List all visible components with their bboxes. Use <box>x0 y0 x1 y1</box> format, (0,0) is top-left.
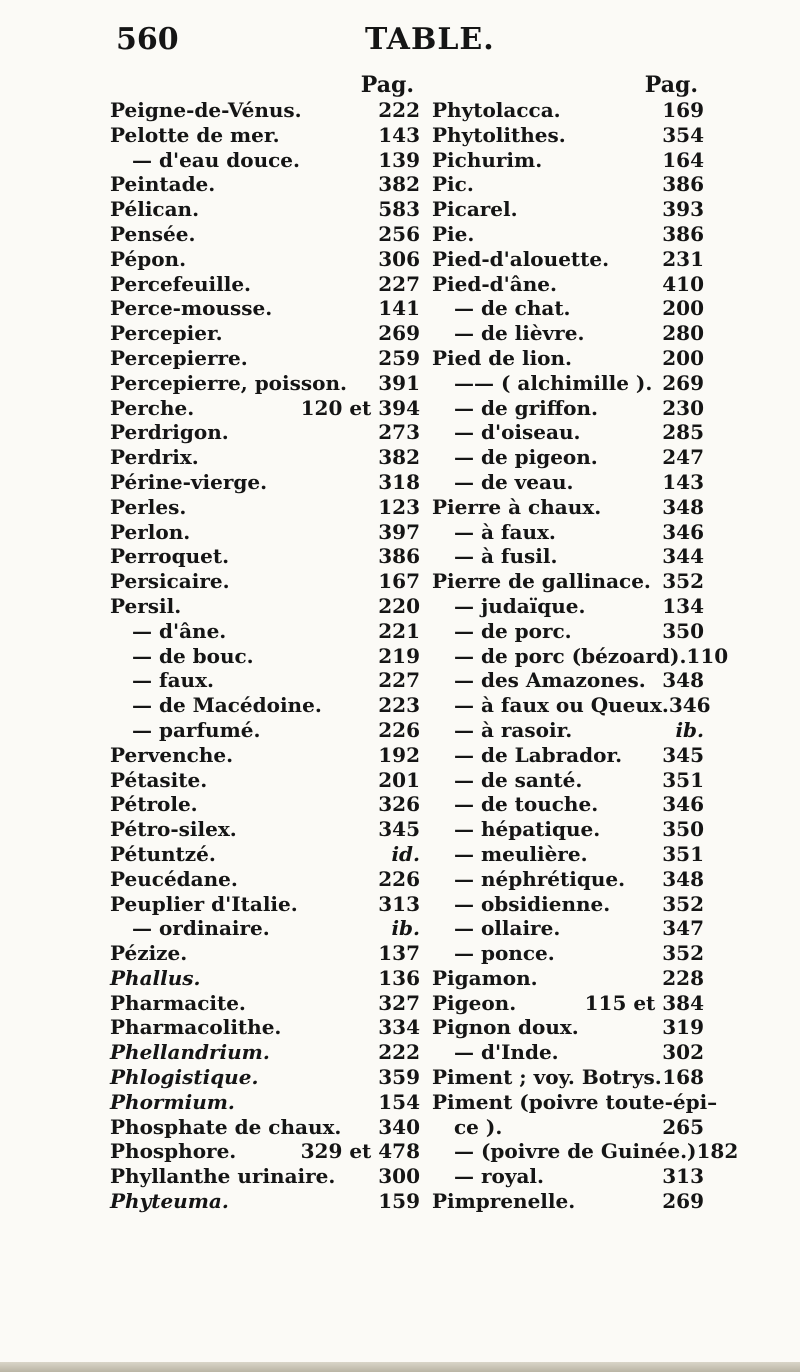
running-title: TABLE. <box>365 22 495 57</box>
entry-term: Percepierre, poisson. <box>110 370 347 395</box>
index-entry <box>432 321 704 346</box>
index-entry <box>432 643 729 669</box>
index-entry <box>110 966 420 991</box>
entry-page: 169 <box>662 98 704 122</box>
entry-page: 340 <box>378 1114 420 1139</box>
index-entry <box>432 1040 704 1065</box>
entry-term: Pétrole. <box>110 792 198 817</box>
entry-page: 319 <box>662 1015 704 1040</box>
entry-page: 347 <box>662 916 704 941</box>
entry-term: Pied-d'âne. <box>432 271 557 296</box>
page-number: 560 <box>116 22 179 57</box>
index-entry <box>110 1090 420 1115</box>
index-entry <box>432 272 704 297</box>
entry-page: 344 <box>662 544 704 569</box>
entry-page: 382 <box>378 172 420 197</box>
entry-page: 269 <box>662 1189 704 1214</box>
entry-page: 327 <box>378 990 420 1015</box>
entry-term: — de touche. <box>454 792 599 817</box>
index-entry <box>110 1164 420 1189</box>
index-entry <box>110 1040 420 1065</box>
index-entry <box>110 718 420 743</box>
index-entry <box>110 941 420 966</box>
entry-term: Pierre de gallinace. <box>432 569 651 594</box>
entry-term: Pharmacite. <box>110 990 246 1015</box>
index-entry <box>110 98 420 123</box>
entry-term: Pimprenelle. <box>432 1189 576 1214</box>
entry-term: — de chat. <box>454 296 571 321</box>
entry-term: — à rasoir. <box>454 717 573 742</box>
index-entry <box>110 569 420 594</box>
entry-page: 300 <box>378 1164 420 1189</box>
index-entry <box>110 396 420 421</box>
entry-term: Pied-d'alouette. <box>432 246 610 271</box>
entry-term: Phormium. <box>110 1089 235 1114</box>
entry-page: 318 <box>378 469 420 494</box>
entry-term: Phosphore. <box>110 1139 237 1164</box>
entry-term: — d'âne. <box>132 618 227 643</box>
entry-term: Perroquet. <box>110 544 230 569</box>
entry-term: Pélican. <box>110 197 200 222</box>
index-entry <box>432 172 704 197</box>
entry-page: 352 <box>662 891 704 916</box>
entry-term: Phosphate de chaux. <box>110 1114 342 1139</box>
entry-page: 222 <box>378 98 420 122</box>
index-entry <box>110 1065 420 1090</box>
index-entry <box>110 197 420 222</box>
entry-page: 192 <box>378 742 420 767</box>
entry-term: Pie. <box>432 221 475 246</box>
entry-page: 226 <box>378 866 420 891</box>
page-header <box>0 0 800 60</box>
index-entry <box>432 544 704 569</box>
entry-term: — de porc (bézoard). <box>454 643 687 668</box>
entry-page: 227 <box>378 271 420 296</box>
index-entry <box>110 296 420 321</box>
entry-term: — d'Inde. <box>454 1040 559 1065</box>
entry-term: Perche. <box>110 395 195 420</box>
index-entry <box>110 1015 420 1040</box>
entry-page: 354 <box>662 122 704 147</box>
entry-page: 386 <box>662 221 704 246</box>
index-entry <box>432 1164 704 1189</box>
entry-page: 141 <box>378 296 420 321</box>
entry-term: — de bouc. <box>132 643 254 668</box>
index-entry <box>432 520 704 545</box>
index-entry <box>432 1189 704 1214</box>
index-entry <box>110 991 420 1016</box>
index-entry <box>432 619 704 644</box>
pag-label: Pag. <box>360 72 414 98</box>
entry-term: Pigamon. <box>432 965 538 990</box>
entry-term: Pharmacolithe. <box>110 1015 282 1040</box>
index-entry <box>110 1115 420 1140</box>
index-entry <box>432 892 704 917</box>
index-entry <box>110 371 420 396</box>
index-entry <box>432 768 704 793</box>
index-entry <box>432 693 711 718</box>
entry-page: 351 <box>662 841 704 866</box>
entry-term: Peigne-de-Vénus. <box>110 98 302 122</box>
entry-term: — judaïque. <box>454 593 586 618</box>
entry-term: —— ( alchimille ). <box>454 370 653 395</box>
entry-page: 397 <box>378 519 420 544</box>
index-entry <box>110 520 420 545</box>
index-entry <box>432 371 704 396</box>
entry-term: Perdrix. <box>110 445 199 470</box>
entry-page: id. <box>391 841 420 866</box>
entry-page: 348 <box>662 866 704 891</box>
index-entry <box>110 668 420 693</box>
entry-page: 410 <box>662 271 704 296</box>
index-entry <box>432 1065 704 1090</box>
entry-page: ib. <box>391 916 420 941</box>
entry-term: — royal. <box>454 1164 544 1189</box>
entry-term: Pignon doux. <box>432 1015 579 1040</box>
index-entry <box>432 842 704 867</box>
entry-page: 345 <box>378 817 420 842</box>
entry-page: 350 <box>662 618 704 643</box>
entry-page: 350 <box>662 817 704 842</box>
entry-term: — de veau. <box>454 469 574 494</box>
entry-term: — de porc. <box>454 618 572 643</box>
index-entry <box>432 594 704 619</box>
entry-page: 120 et 394 <box>300 395 420 420</box>
entry-term: — ponce. <box>454 941 555 966</box>
entry-page: 351 <box>662 767 704 792</box>
index-entry <box>432 197 704 222</box>
entry-page: 227 <box>378 668 420 693</box>
entry-page: 269 <box>662 370 704 395</box>
index-entry <box>432 941 704 966</box>
entry-page: 285 <box>662 420 704 445</box>
entry-page: 168 <box>662 1065 704 1090</box>
index-entry <box>110 792 420 817</box>
entry-term: Pétuntzé. <box>110 841 216 866</box>
entry-page: 302 <box>662 1040 704 1065</box>
index-entry <box>432 867 704 892</box>
entry-term: — des Amazones. <box>454 668 646 693</box>
entry-term: — de griffon. <box>454 395 599 420</box>
entry-term: — parfumé. <box>132 717 261 742</box>
entry-term: Perce-mousse. <box>110 296 273 321</box>
entry-term: — ollaire. <box>454 916 561 941</box>
entry-term: Peintade. <box>110 172 216 197</box>
entry-page: 159 <box>378 1189 420 1214</box>
index-entry <box>432 817 704 842</box>
index-entry <box>432 420 704 445</box>
index-entry <box>110 148 420 173</box>
entry-page: 123 <box>378 494 420 519</box>
entry-term: — de lièvre. <box>454 321 585 346</box>
entry-term: — de pigeon. <box>454 445 598 470</box>
entry-term: ce ). <box>454 1114 503 1139</box>
entry-term: — d'eau douce. <box>132 147 300 172</box>
entry-page: 348 <box>662 668 704 693</box>
entry-page: 345 <box>662 742 704 767</box>
entry-page: 139 <box>378 147 420 172</box>
entry-term: Perdrigon. <box>110 420 229 445</box>
entry-term: — obsidienne. <box>454 891 611 916</box>
entry-term: Pied de lion. <box>432 345 573 370</box>
entry-page: 352 <box>662 569 704 594</box>
entry-term: Phytolacca. <box>432 98 561 122</box>
index-entry <box>110 693 420 718</box>
index-entry <box>432 470 704 495</box>
index-entry <box>110 842 420 867</box>
entry-page: 200 <box>662 296 704 321</box>
entry-page: 393 <box>662 197 704 222</box>
entry-page: 164 <box>662 147 704 172</box>
entry-page: 352 <box>662 941 704 966</box>
entry-page: 154 <box>378 1089 420 1114</box>
entry-page: ib. <box>675 717 704 742</box>
entry-term: Percepier. <box>110 321 223 346</box>
entry-term: — (poivre de Guinée.) <box>454 1139 697 1164</box>
entry-page: 346 <box>662 519 704 544</box>
index-entry <box>110 1189 420 1214</box>
entry-page: 382 <box>378 445 420 470</box>
entry-term: — de Macédoine. <box>132 693 322 718</box>
index-entry <box>110 892 420 917</box>
entry-page: 326 <box>378 792 420 817</box>
index-entry <box>432 1089 718 1115</box>
index-entry <box>432 991 704 1016</box>
entry-page: 329 et 478 <box>300 1139 420 1164</box>
entry-term: Pichurim. <box>432 147 543 172</box>
entry-term: Piment (poivre toute-épi– <box>432 1089 718 1114</box>
index-entry <box>432 495 704 520</box>
index-entry <box>432 247 704 272</box>
entry-term: Phellandrium. <box>110 1040 270 1065</box>
index-entry <box>432 1115 704 1140</box>
index-entry <box>432 222 704 247</box>
entry-page: 219 <box>378 643 420 668</box>
entry-page: 269 <box>378 321 420 346</box>
entry-term: Perles. <box>110 494 187 519</box>
index-column-left <box>110 72 420 1214</box>
entry-term: — meulière. <box>454 841 588 866</box>
entry-term: — à faux. <box>454 519 556 544</box>
entry-term: Pic. <box>432 172 474 197</box>
entry-page: 182 <box>696 1139 739 1164</box>
entry-page: 280 <box>662 321 704 346</box>
index-entry <box>432 148 704 173</box>
entry-term: Phyllanthe urinaire. <box>110 1164 336 1189</box>
index-entry <box>110 768 420 793</box>
entry-term: Périne-vierge. <box>110 469 268 494</box>
entry-page: 221 <box>378 618 420 643</box>
index-entry <box>432 396 704 421</box>
index-entry <box>110 346 420 371</box>
entry-term: Pierre à chaux. <box>432 494 602 519</box>
entry-term: Peucédane. <box>110 866 238 891</box>
index-entry <box>110 743 420 768</box>
index-entry <box>432 916 704 941</box>
entry-term: Perlon. <box>110 519 191 544</box>
entry-term: Picarel. <box>432 197 518 222</box>
entry-page: 259 <box>378 345 420 370</box>
entry-term: — de santé. <box>454 767 583 792</box>
entry-term: Pervenche. <box>110 742 234 767</box>
entry-page: 386 <box>378 544 420 569</box>
index-entry <box>110 594 420 619</box>
index-column-right <box>432 72 739 1214</box>
entry-term: Pétasite. <box>110 767 208 792</box>
entry-term: — néphrétique. <box>454 866 626 891</box>
index-entry <box>110 644 420 669</box>
index-entry <box>432 569 704 594</box>
entry-page: 134 <box>662 593 704 618</box>
entry-term: Percefeuille. <box>110 271 252 296</box>
index-entry <box>432 98 704 123</box>
pag-label: Pag. <box>644 72 698 98</box>
entry-page: 220 <box>378 593 420 618</box>
entry-page: 143 <box>662 469 704 494</box>
index-entry <box>110 123 420 148</box>
index-entry <box>432 668 704 693</box>
entry-page: 256 <box>378 221 420 246</box>
index-entry <box>432 346 704 371</box>
entry-term: Phyteuma. <box>110 1189 229 1214</box>
entry-term: Pétro-silex. <box>110 817 237 842</box>
index-entry <box>110 916 420 941</box>
index-entry <box>110 321 420 346</box>
index-entry <box>432 966 704 991</box>
entry-page: 115 et 384 <box>584 990 704 1015</box>
entry-term: Persil. <box>110 593 182 618</box>
entry-page: 334 <box>378 1015 420 1040</box>
entry-term: Phallus. <box>110 965 201 990</box>
index-entry <box>432 445 704 470</box>
entry-page: 201 <box>378 767 420 792</box>
entry-page: 167 <box>378 569 420 594</box>
entry-page: 386 <box>662 172 704 197</box>
index-entry <box>432 718 704 743</box>
entry-page: 143 <box>378 122 420 147</box>
entry-term: Pigeon. <box>432 990 517 1015</box>
index-entry <box>110 247 420 272</box>
entry-page: 226 <box>378 717 420 742</box>
entry-term: Pelotte de mer. <box>110 122 280 147</box>
entry-page: 583 <box>378 197 420 222</box>
index-entry <box>110 272 420 297</box>
entry-page: 391 <box>378 370 420 395</box>
entry-page: 136 <box>378 965 420 990</box>
entry-term: Pépon. <box>110 246 187 271</box>
entry-term: Phlogistique. <box>110 1065 259 1090</box>
entry-term: — d'oiseau. <box>454 420 581 445</box>
entry-term: — de Labrador. <box>454 742 623 767</box>
entry-page: 228 <box>662 965 704 990</box>
entry-term: Persicaire. <box>110 569 230 594</box>
entry-term: — faux. <box>132 668 214 693</box>
entry-term: — hépatique. <box>454 817 601 842</box>
entry-page: 306 <box>378 246 420 271</box>
entry-page: 223 <box>378 693 420 718</box>
entry-page: 230 <box>662 395 704 420</box>
index-entry <box>432 792 704 817</box>
index-entry <box>432 296 704 321</box>
index-entry <box>110 470 420 495</box>
entry-term: — à faux ou Queux. <box>454 693 669 718</box>
index-entry <box>432 1015 704 1040</box>
entry-page: 200 <box>662 345 704 370</box>
entry-page: 110 <box>686 643 729 668</box>
entry-term: Peuplier d'Italie. <box>110 891 298 916</box>
entry-page: 137 <box>378 941 420 966</box>
index-entry <box>432 1139 739 1164</box>
index-entry <box>110 817 420 842</box>
entry-term: Percepierre. <box>110 345 248 370</box>
entry-page: 359 <box>378 1065 420 1090</box>
page-edge <box>0 1362 800 1372</box>
index-entry <box>110 1139 420 1164</box>
index-entry <box>110 445 420 470</box>
entry-page: 346 <box>668 693 711 718</box>
index-entry <box>432 743 704 768</box>
index-entry <box>110 867 420 892</box>
entry-page: 313 <box>378 891 420 916</box>
entry-page: 265 <box>662 1114 704 1139</box>
index-entry <box>110 495 420 520</box>
entry-page: 222 <box>378 1040 420 1065</box>
entry-page: 346 <box>662 792 704 817</box>
index-entry <box>110 420 420 445</box>
index-entry <box>110 544 420 569</box>
entry-page: 247 <box>662 445 704 470</box>
entry-term: Pensée. <box>110 221 196 246</box>
index-entry <box>110 619 420 644</box>
entry-term: Pézize. <box>110 941 188 966</box>
entry-term: Piment ; voy. Botrys. <box>432 1065 662 1090</box>
index-entry <box>110 172 420 197</box>
entry-page: 348 <box>662 494 704 519</box>
index-entry <box>432 123 704 148</box>
entry-page: 273 <box>378 420 420 445</box>
entry-page: 231 <box>662 246 704 271</box>
entry-term: — à fusil. <box>454 544 558 569</box>
entry-term: Phytolithes. <box>432 122 566 147</box>
index-entry <box>110 222 420 247</box>
entry-page: 313 <box>662 1164 704 1189</box>
entry-term: — ordinaire. <box>132 916 270 941</box>
